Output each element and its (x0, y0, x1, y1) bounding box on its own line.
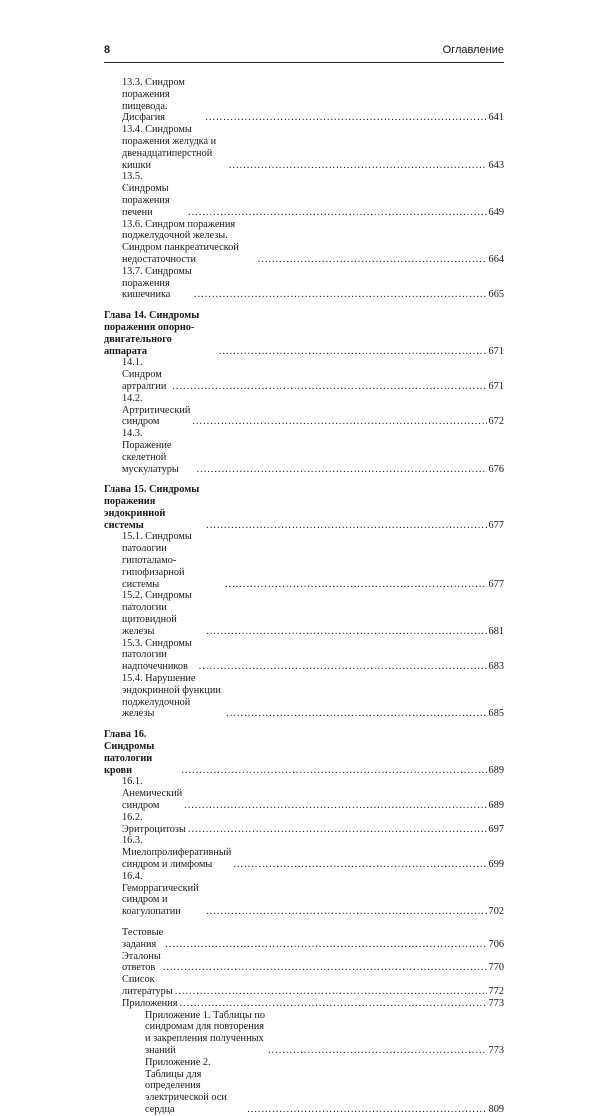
dot-leader (206, 520, 486, 532)
toc-entry-page: 706 (488, 938, 504, 950)
dot-leader (179, 998, 486, 1010)
chapter-13-continued (104, 77, 504, 301)
dot-leader (172, 381, 486, 393)
dot-leader (163, 962, 487, 974)
toc-entry-page: 665 (488, 289, 504, 301)
toc-entry-page: 641 (488, 112, 504, 124)
toc-entry-page: 649 (488, 206, 504, 218)
toc-entry-page: 809 (488, 1103, 504, 1115)
toc-entry-title: 15.1. Синдромы патологии гипоталамо-гипофизарной системы (122, 531, 192, 590)
toc-entry-title: 13.6. Синдром поражения поджелудочной железы. Синдром панкреатической недостаточности (122, 218, 239, 265)
chapter-14 (104, 310, 504, 475)
chapter-title: Глава 14. Синдромы поражения опорно-двигательного аппарата (104, 310, 200, 357)
dot-leader (247, 1104, 486, 1116)
toc-entry-title: Тестовые задания (122, 926, 164, 950)
toc-entry[interactable] (104, 927, 504, 951)
toc-entry[interactable] (104, 171, 504, 218)
toc-entry-page: 702 (488, 906, 504, 918)
toc-entry-title: Список литературы (122, 974, 173, 997)
dot-leader (181, 765, 486, 777)
toc-entry-page: 699 (488, 859, 504, 870)
toc-entry-page: 677 (488, 578, 504, 590)
toc-entry-title: 16.3. Миелопролиферативный синдром и лимфомы (122, 835, 232, 870)
toc-entry[interactable] (104, 673, 504, 720)
toc-entry-title: 15.3. Синдромы патологии надпочечников (122, 637, 192, 673)
toc-entry[interactable] (104, 393, 504, 428)
dot-leader (197, 464, 487, 476)
toc-entry-page: 672 (488, 416, 504, 428)
toc-entry-page: 681 (488, 625, 504, 637)
running-head: Оглавление (442, 44, 504, 56)
dot-leader (268, 1045, 486, 1057)
toc-entry-page: 689 (488, 800, 504, 812)
dot-leader (225, 579, 486, 591)
toc-entry[interactable] (104, 531, 504, 590)
dot-leader (175, 986, 487, 998)
dot-leader (188, 824, 487, 836)
toc-entry-title: 13.4. Синдромы поражения желудка и двенадцатиперстной кишки (122, 124, 217, 171)
chapter-title: Глава 16. Синдромы патологии крови (104, 729, 155, 776)
toc-entry[interactable] (104, 219, 504, 266)
toc-entry-title: 14.3. Поражение скелетной мускулатуры (122, 428, 179, 475)
toc-entry[interactable] (104, 266, 504, 301)
toc-entry-title: Эталоны ответов (122, 950, 161, 974)
dot-leader (199, 661, 487, 673)
toc-entry-page: 770 (488, 962, 504, 974)
toc-entry[interactable] (104, 357, 504, 392)
table-of-contents (104, 77, 504, 1116)
dot-leader (194, 289, 487, 301)
toc-entry-title: 16.1. Анемический синдром (122, 776, 183, 812)
toc-entry[interactable] (104, 951, 504, 975)
toc-entry[interactable] (104, 428, 504, 475)
chapter-page: 677 (488, 519, 504, 531)
toc-entry-title: 13.5. Синдромы поражения печени (122, 171, 170, 218)
toc-entry-title: Приложение 2. Таблицы для определения электрической оси сердца (145, 1056, 227, 1115)
toc-entry-title: 14.2. Артритический синдром (122, 392, 191, 428)
dot-leader (233, 859, 486, 871)
page-header (104, 42, 504, 63)
toc-entry-page: 643 (488, 159, 504, 171)
chapter-page: 671 (488, 345, 504, 357)
dot-leader (184, 800, 486, 812)
toc-entry-title: Приложение 1. Таблицы по синдромам для повторения и закрепления полученных знаний (145, 1009, 266, 1056)
dot-leader (219, 346, 487, 358)
toc-entry[interactable] (104, 77, 504, 124)
chapter-page: 689 (488, 764, 504, 776)
dot-leader (165, 939, 486, 951)
toc-entry-title: 15.2. Синдромы патологии щитовидной железы (122, 590, 192, 637)
toc-entry-appendix[interactable] (104, 1057, 504, 1116)
chapter-heading[interactable] (104, 310, 504, 357)
toc-entry[interactable] (104, 124, 504, 171)
toc-entry-page: 664 (488, 253, 504, 265)
chapter-heading[interactable] (104, 484, 504, 531)
toc-entry-page: 676 (488, 463, 504, 475)
toc-entry[interactable] (104, 638, 504, 673)
toc-entry-appendix[interactable] (104, 1010, 504, 1057)
back-matter (104, 927, 504, 1116)
chapter-16 (104, 729, 504, 918)
dot-leader (192, 416, 486, 428)
dot-leader (205, 112, 486, 124)
toc-entry-page: 773 (488, 997, 504, 1009)
toc-entry[interactable] (104, 974, 504, 998)
toc-entry[interactable] (104, 871, 504, 918)
toc-entry[interactable] (104, 776, 504, 811)
toc-entry[interactable] (104, 812, 504, 836)
toc-entry-title: 15.4. Нарушение эндокринной функции поджелудочной железы (122, 673, 221, 720)
toc-entry-title: 13.7. Синдромы поражения кишечника (122, 265, 192, 301)
toc-entry-page: 685 (488, 708, 504, 720)
toc-entry-page: 773 (488, 1044, 504, 1056)
toc-entry-page: 697 (488, 823, 504, 835)
dot-leader (229, 160, 487, 172)
dot-leader (188, 207, 487, 219)
toc-entry[interactable] (104, 835, 504, 870)
toc-entry-title: 16.4. Геморрагический синдром и коагулопатии (122, 870, 199, 918)
page-number: 8 (104, 44, 111, 56)
dot-leader (206, 626, 486, 638)
dot-leader (206, 906, 486, 918)
dot-leader (226, 708, 486, 720)
chapter-heading[interactable] (104, 729, 504, 776)
toc-entry-title: 16.2. Эритроцитозы (122, 811, 186, 835)
toc-entry-page: 671 (488, 380, 504, 392)
chapter-title: Глава 15. Синдромы поражения эндокринной системы (104, 484, 200, 531)
dot-leader (258, 254, 487, 266)
chapter-15 (104, 484, 504, 720)
toc-entry[interactable] (104, 590, 504, 637)
toc-entry[interactable] (104, 998, 504, 1010)
toc-entry-title: Приложения (122, 997, 178, 1009)
toc-entry-page: 772 (488, 985, 504, 997)
toc-entry-page: 683 (488, 661, 504, 673)
toc-entry-title: 13.3. Синдром поражения пищевода. Дисфагия (122, 77, 185, 124)
toc-entry-title: 14.1. Синдром артралгии (122, 357, 167, 392)
